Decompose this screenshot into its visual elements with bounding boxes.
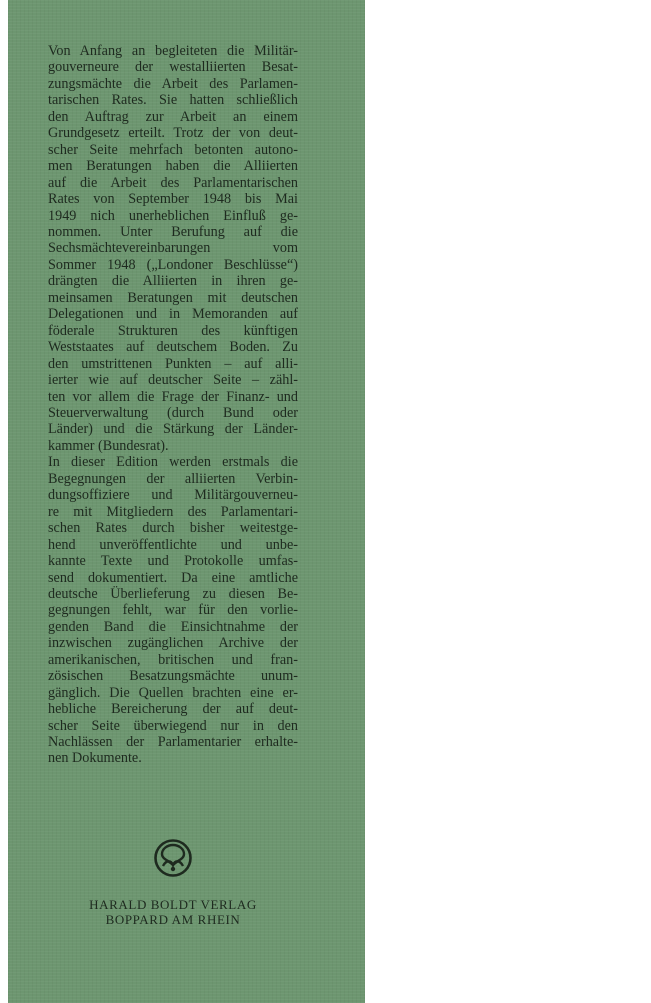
blurb-line: Grundgesetz erteilt. Trotz der von deut-: [48, 125, 298, 142]
blurb-line: schen Rates durch bisher weitestge-: [48, 520, 298, 537]
blurb-line: den umstrittenen Punkten – auf alli-: [48, 355, 298, 372]
blurb-line: kammer (Bundesrat).: [48, 437, 169, 454]
blurb-line: inzwischen zugänglichen Archive der: [48, 635, 298, 652]
blurb-line: gegnungen fehlt, war für den vorlie-: [48, 602, 298, 619]
blurb-line: genden Band die Einsichtnahme der: [48, 618, 298, 635]
blurb-line: amerikanischen, britischen und fran-: [48, 651, 298, 668]
publisher-location: BOPPARD AM RHEIN: [105, 912, 241, 927]
blurb-line: Länder) und die Stärkung der Länder-: [48, 421, 298, 438]
blurb-line: Steuerverwaltung (durch Bund oder: [48, 404, 298, 421]
blurb-line: dungsoffiziere und Militärgouverneu-: [48, 487, 298, 504]
blurb-line: Sommer 1948 („Londoner Beschlüsse“): [48, 256, 298, 273]
blurb-line: gänglich. Die Quellen brachten eine er-: [48, 684, 298, 701]
blurb-line: kannte Texte und Protokolle umfas-: [48, 553, 298, 570]
blurb-line: gouverneure der westalliierten Besat-: [48, 59, 298, 76]
blurb-line: ten vor allem die Frage der Finanz- und: [48, 388, 298, 405]
blurb-line: Weststaates auf deutschem Boden. Zu: [48, 339, 298, 356]
blurb-line: deutsche Überlieferung zu diesen Be-: [48, 585, 298, 602]
blurb-line: hend unveröffentlichte und unbe-: [48, 536, 298, 553]
blurb-line: hebliche Bereicherung der auf deut-: [48, 701, 298, 718]
blurb-line: nen Dokumente.: [48, 750, 142, 767]
blurb-line: men Beratungen haben die Alliierten: [48, 158, 298, 175]
blurb-line: 1949 nich unerheblichen Einfluß ge-: [48, 207, 298, 224]
blurb-line: zungsmächte die Arbeit des Parlamen-: [48, 75, 298, 92]
blurb-line: auf die Arbeit des Parlamentarischen: [48, 174, 298, 191]
blurb-text: [48, 43, 298, 767]
blurb-line: Rates von September 1948 bis Mai: [48, 191, 298, 208]
publisher-monogram-icon: [153, 838, 193, 878]
blurb-line: re mit Mitgliedern des Parlamentari-: [48, 503, 298, 520]
blurb-line: tarischen Rates. Sie hatten schließlich: [48, 92, 298, 109]
blurb-line: ierter wie auf deutscher Seite – zähl-: [48, 372, 298, 389]
blurb-line: Von Anfang an begleiteten die Militär-: [48, 43, 298, 59]
blurb-line: nommen. Unter Berufung auf die: [48, 223, 298, 240]
blurb-line: drängten die Alliierten in ihren ge-: [48, 273, 298, 290]
blurb-line: send dokumentiert. Da eine amtliche: [48, 569, 298, 586]
book-jacket-flap: [8, 0, 365, 1003]
publisher-imprint: [48, 897, 298, 927]
blurb-line: Sechsmächtevereinbarungen vom: [48, 240, 298, 257]
blurb-line: meinsamen Beratungen mit deutschen: [48, 289, 298, 306]
blurb-line: Delegationen und in Memoranden auf: [48, 306, 298, 323]
blurb-line: föderale Strukturen des künftigen: [48, 322, 298, 339]
publisher-name: HARALD BOLDT VERLAG: [89, 897, 257, 912]
blurb-line: Nachlässen der Parlamentarier erhalte-: [48, 734, 298, 751]
blurb-line: scher Seite mehrfach betonten autono-: [48, 141, 298, 158]
blurb-line: zösischen Besatzungsmächte unum-: [48, 668, 298, 685]
blurb-line: Begegnungen der alliierten Verbin-: [48, 470, 298, 487]
blurb-line: den Auftrag zur Arbeit an einem: [48, 108, 298, 125]
blurb-line: In dieser Edition werden erstmals die: [48, 454, 298, 471]
blurb-line: scher Seite überwiegend nur in den: [48, 717, 298, 734]
